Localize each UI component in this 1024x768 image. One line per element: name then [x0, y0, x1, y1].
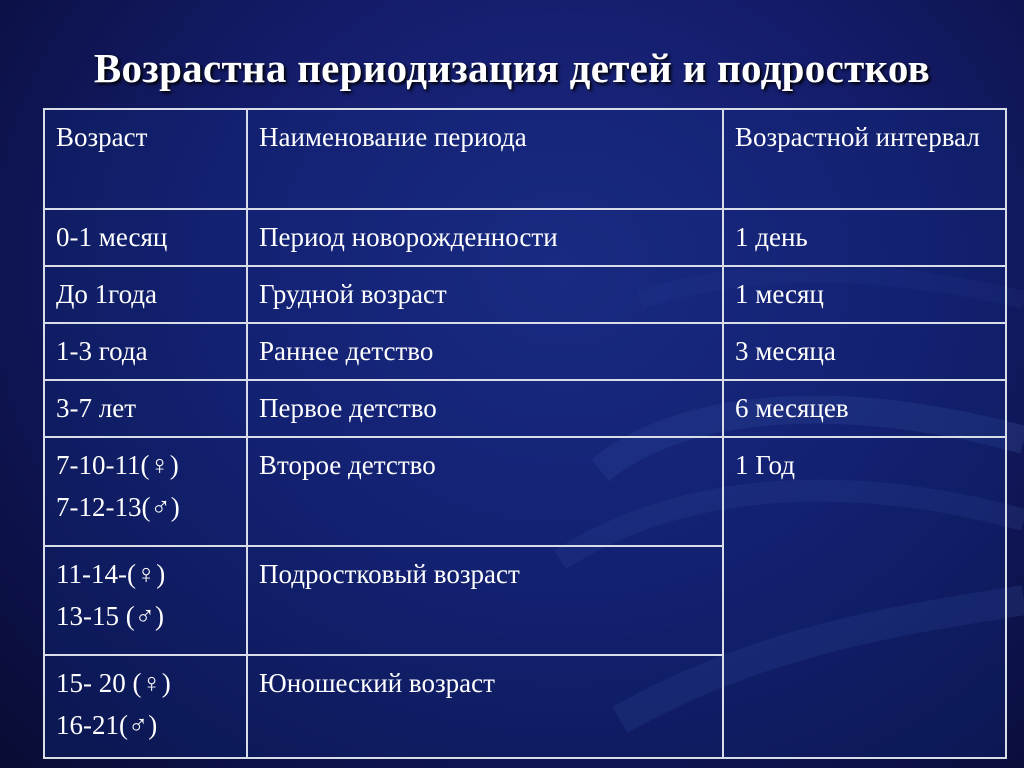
table-row — [44, 209, 1006, 266]
age-value-female: 11-14-(♀) — [56, 559, 166, 589]
interval-cell: 1 месяц — [723, 266, 1006, 323]
period-name-cell: Второе детство — [247, 437, 723, 546]
period-name-cell: Грудной возраст — [247, 266, 723, 323]
age-value-male: 7-12-13(♂) — [56, 492, 180, 522]
age-value: 1-3 года — [56, 336, 148, 366]
header-interval: Возрастной интервал — [723, 109, 1006, 209]
age-cell — [44, 437, 247, 546]
interval-cell: 6 месяцев — [723, 380, 1006, 437]
period-name-cell: Юношеский возраст — [247, 655, 723, 758]
header-age: Возраст — [44, 109, 247, 209]
age-cell — [44, 209, 247, 266]
age-value-female: 7-10-11(♀) — [56, 450, 179, 480]
age-value-male: 13-15 (♂) — [56, 601, 164, 631]
table-row — [44, 380, 1006, 437]
age-cell — [44, 655, 247, 758]
table-row — [44, 323, 1006, 380]
age-value: До 1года — [56, 279, 158, 309]
interval-cell: 1 день — [723, 209, 1006, 266]
period-name-cell: Подростковый возраст — [247, 546, 723, 655]
age-periodization-table — [43, 108, 1007, 759]
age-value: 0-1 месяц — [56, 222, 168, 252]
period-name-cell: Период новорожденности — [247, 209, 723, 266]
age-cell — [44, 323, 247, 380]
table-header-row — [44, 109, 1006, 209]
header-period-name: Наименование периода — [247, 109, 723, 209]
period-name-cell: Первое детство — [247, 380, 723, 437]
interval-cell: 3 месяца — [723, 323, 1006, 380]
table-row — [44, 266, 1006, 323]
slide-title: Возрастна периодизация детей и подростков — [93, 45, 931, 91]
age-value-male: 16-21(♂) — [56, 710, 158, 740]
table-row — [44, 437, 1006, 546]
period-name-cell: Раннее детство — [247, 323, 723, 380]
age-value-female: 15- 20 (♀) — [56, 668, 171, 698]
age-cell — [44, 266, 247, 323]
age-cell — [44, 546, 247, 655]
age-cell — [44, 380, 247, 437]
interval-cell-merged: 1 Год — [723, 437, 1006, 758]
age-value: 3-7 лет — [56, 393, 136, 423]
